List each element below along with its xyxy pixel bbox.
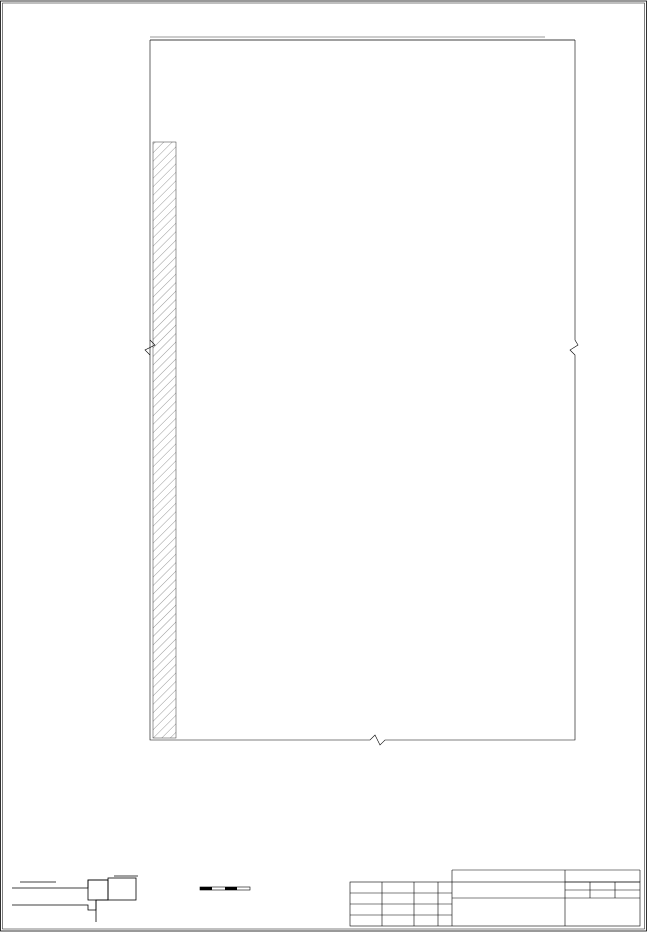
location-scheme bbox=[12, 876, 138, 922]
hatched-wall bbox=[153, 142, 176, 738]
sheet-inner-frame bbox=[3, 3, 645, 929]
scale-bar bbox=[200, 887, 250, 890]
building-outline bbox=[145, 37, 578, 745]
title-block bbox=[350, 870, 640, 926]
sheet-frame bbox=[1, 1, 647, 931]
